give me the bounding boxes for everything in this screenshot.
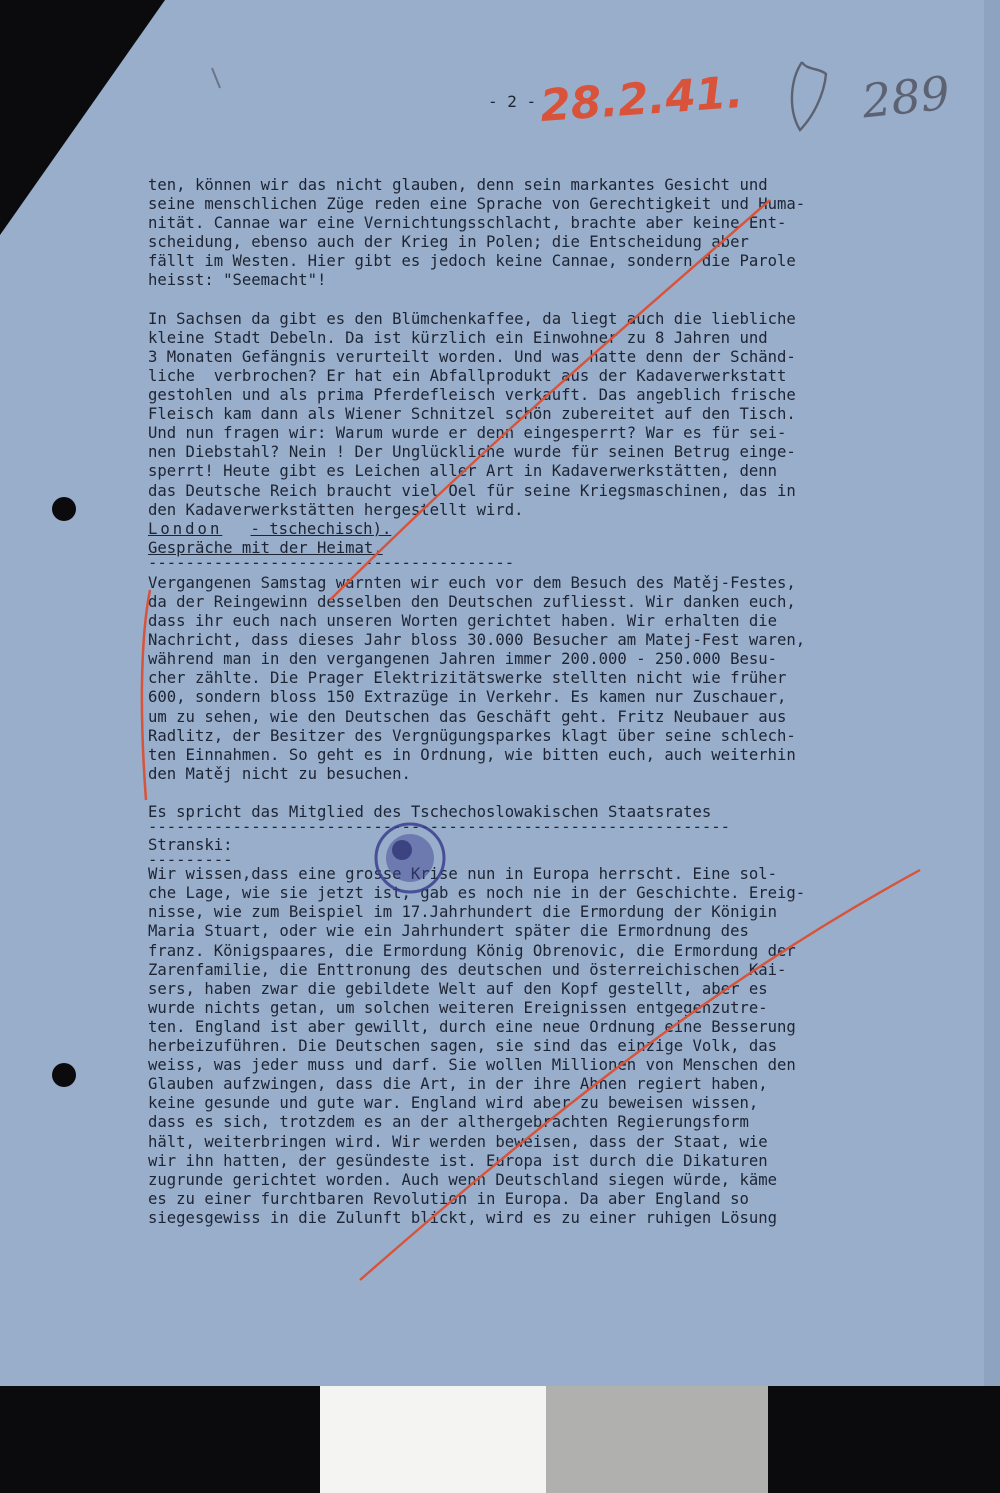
- text-line: Vergangenen Samstag warnten wir euch vor dem Besuch des Matěj-Festes,: [148, 573, 796, 592]
- text-line: dass es sich, trotzdem es an der althergebrachten Regierungsform: [148, 1113, 749, 1132]
- text-line: sers, haben zwar die gebildete Welt auf den Kopf gestellt, aber es: [148, 979, 768, 998]
- paragraph-3: [148, 574, 978, 784]
- text-line: scheidung, ebenso auch der Krieg in Polen; die Entscheidung aber: [148, 233, 749, 252]
- text-line: nen Diebstahl? Nein ! Der Unglückliche wurde für seinen Betrug einge-: [148, 443, 796, 462]
- paper-edge: [984, 0, 1000, 1386]
- paragraph-1: [148, 176, 978, 291]
- punch-hole-bottom: [52, 1063, 76, 1087]
- text-line: gestohlen und als prima Pferdefleisch verkauft. Das angeblich frische: [148, 386, 796, 405]
- text-line: seine menschlichen Züge reden eine Sprache von Gerechtigkeit und Huma-: [148, 195, 806, 214]
- text-line: che Lage, wie sie jetzt ist, gab es noch nie in der Geschichte. Ereig-: [148, 884, 806, 903]
- text-line: hält, weiterbringen wird. Wir werden beweisen, dass der Staat, wie: [148, 1132, 768, 1151]
- paragraph-4: [148, 865, 978, 1228]
- text-line: liche verbrochen? Er hat ein Abfallprodukt aus der Kadaverwerkstatt: [148, 366, 787, 385]
- text-line: ten. England ist aber gewillt, durch eine neue Ordnung eine Besserung: [148, 1017, 796, 1036]
- section-heading-speaker: Es spricht das Mitglied des Tschechoslowakischen Staatsrates: [148, 803, 712, 821]
- text-line: sperrt! Heute gibt es Leichen aller Art in Kadaverwerkstätten, denn: [148, 462, 778, 481]
- scan-background-right: [768, 1386, 1000, 1493]
- text-line: um zu sehen, wie den Deutschen das Geschäft geht. Fritz Neubauer aus: [148, 707, 787, 726]
- text-line: heisst: "Seemacht"!: [148, 271, 327, 290]
- text-line: siegesgewiss in die Zulunft blickt, wird es zu einer ruhigen Lösung: [148, 1208, 778, 1227]
- text-line: fällt im Westen. Hier gibt es jedoch keine Cannae, sondern die Parole: [148, 252, 796, 271]
- text-line: Fleisch kam dann als Wiener Schnitzel schön zubereitet auf den Tisch.: [148, 405, 796, 424]
- text-line: 3 Monaten Gefängnis verurteilt worden. Und was hatte denn der Schänd-: [148, 347, 796, 366]
- text-line: Zarenfamilie, die Enttronung des deutschen und österreichischen Kai-: [148, 960, 787, 979]
- calibration-white: [320, 1386, 546, 1493]
- text-line: Maria Stuart, oder wie ein Jahrhundert später die Ermordnung des: [148, 922, 749, 941]
- text-line: kleine Stadt Debeln. Da ist kürzlich ein Einwohner zu 8 Jahren und: [148, 328, 768, 347]
- text-line: den Kadaverwerkstätten hergestellt wird.: [148, 500, 524, 519]
- section-subtitle: Gespräche mit der Heimat.: [148, 538, 383, 557]
- text-line: zugrunde gerichtet worden. Auch wenn Deutschland siegen würde, käme: [148, 1170, 778, 1189]
- text-line: Wir wissen,dass eine grosse Krise nun in Europa herrscht. Eine sol-: [148, 865, 778, 884]
- text-line: ten, können wir das nicht glauben, denn sein markantes Gesicht und: [148, 176, 768, 194]
- text-line: In Sachsen da gibt es den Blümchenkaffee, da liegt auch die liebliche: [148, 309, 796, 328]
- dash-rule: ---------------------------------------: [148, 557, 515, 568]
- text-line: da der Reingewinn desselben den Deutschen zufliesst. Wir danken euch,: [148, 592, 796, 611]
- paragraph-2: [148, 310, 978, 520]
- text-line: es zu einer furchtbaren Revolution in Europa. Da aber England so: [148, 1189, 749, 1208]
- text-line: Nachricht, dass dieses Jahr bloss 30.000 Besucher am Matej-Fest waren,: [148, 631, 806, 650]
- speaker-name: Stranski:: [148, 836, 233, 855]
- text-line: keine gesunde und gute war. England wird aber zu beweisen wissen,: [148, 1094, 759, 1113]
- text-line: ten Einnahmen. So geht es in Ordnung, wie bitten euch, auch weiterhin: [148, 745, 796, 764]
- section-heading-london: [148, 520, 978, 539]
- text-line: nität. Cannae war eine Vernichtungsschlacht, brachte aber keine Ent-: [148, 214, 787, 233]
- punch-hole-top: [52, 497, 76, 521]
- scan-background: [0, 1386, 320, 1493]
- text-line: Glauben aufzwingen, dass die Art, in der ihre Ahnen regiert haben,: [148, 1075, 768, 1094]
- text-line: Und nun fragen wir: Warum wurde er denn eingesperrt? War es für sei-: [148, 424, 787, 443]
- text-line: wurde nichts getan, um solchen weiteren Ereignissen entgegenzutre-: [148, 998, 768, 1017]
- dash-rule: ---------: [148, 855, 233, 866]
- text-line: das Deutsche Reich braucht viel Oel für seine Kriegsmaschinen, das in: [148, 481, 796, 500]
- text-line: 600, sondern bloss 150 Extrazüge in Verkehr. Es kamen nur Zuschauer,: [148, 688, 787, 707]
- page-number: - 2 -: [488, 92, 537, 111]
- text-line: Radlitz, der Besitzer des Vergnügungsparkes klagt über seine schlech-: [148, 726, 796, 745]
- text-line: dass ihr euch nach unseren Worten gerichtet haben. Wir erhalten die: [148, 612, 778, 631]
- text-line: den Matěj nicht zu besuchen.: [148, 764, 411, 783]
- typed-text: [148, 176, 978, 1228]
- text-line: herbeizuführen. Die Deutschen sagen, sie sind das einzige Volk, das: [148, 1037, 778, 1056]
- folio-number: 289: [859, 65, 953, 129]
- date-annotation: 28.2.41.: [538, 66, 745, 133]
- text-line: weiss, was jeder muss und darf. Sie wollen Millionen von Menschen den: [148, 1056, 796, 1075]
- text-line: nisse, wie zum Beispiel im 17.Jahrhundert die Ermordung der Königin: [148, 903, 778, 922]
- heading-language: - tschechisch).: [250, 519, 392, 538]
- text-line: wir ihn hatten, der gesündeste ist. Europa ist durch die Dikaturen: [148, 1151, 768, 1170]
- text-line: cher zählte. Die Prager Elektrizitätswerke stellten nicht wie früher: [148, 669, 787, 688]
- calibration-grey: [546, 1386, 768, 1493]
- text-line: während man in den vergangenen Jahren immer 200.000 - 250.000 Besu-: [148, 650, 778, 669]
- heading-london: London: [148, 519, 223, 538]
- dash-rule: --------------------------------------------------------------: [148, 822, 731, 833]
- text-line: franz. Königspaares, die Ermordung König Obrenovic, die Ermordung der: [148, 941, 796, 960]
